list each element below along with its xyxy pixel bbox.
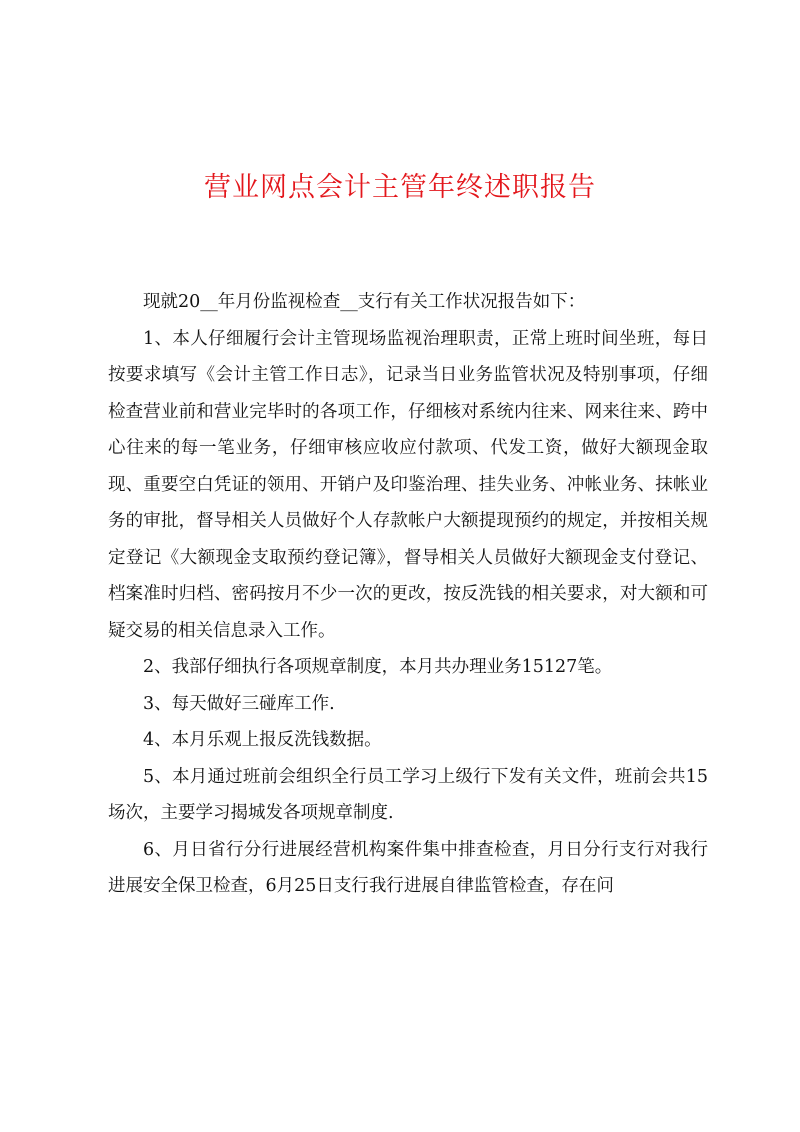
paragraph-item-2: 2、我部仔细执行各项规章制度，本月共办理业务15127笔。 — [143, 657, 613, 677]
paragraph-item-4: 4、本月乐观上报反洗钱数据。 — [143, 730, 382, 750]
paragraph-item-1: 1、本人仔细履行会计主管现场监视治理职责，正常上班时间坐班，每日按要求填写《会计主管工作日志》，记录当日业务监管状况及特别事项，仔细检查营业前和营业完毕时的各项工作，仔细核对系统内往来、网来往来、跨中心往来的每一笔业务，仔细审核应收应付款项、代发工资，做好大额现金取现、重要空白凭证的领用、开销户及印鉴治理、挂失业务、冲帐业务、抹帐业务的审批，督导相关人员做好个人存款帐户大额提现预约的规定，并按相关规定登记《大额现金支取预约登记簿》，督导相关人员做好大额现金支付登记、档案准时归档、密码按月不少一次的更改，按反洗钱的相关要求，对大额和可疑交易的相关信息录入工作。 — [108, 328, 708, 641]
paragraph-item-6: 6、月日省行分行进展经营机构案件集中排查检查，月日分行支行对我行进展安全保卫检查，6月25日支行我行进展自律监管检查，存在问 — [108, 839, 708, 896]
paragraph-item-5: 5、本月通过班前会组织全行员工学习上级行下发有关文件，班前会共15场次，主要学习揭城发各项规章制度. — [108, 766, 708, 823]
document-body — [108, 284, 708, 905]
document-title: 营业网点会计主管年终述职报告 — [204, 172, 596, 203]
paragraph-intro: 现就20__年月份监视检查__支行有关工作状况报告如下： — [143, 292, 586, 312]
paragraph-item-3: 3、每天做好三碰库工作. — [143, 693, 335, 714]
